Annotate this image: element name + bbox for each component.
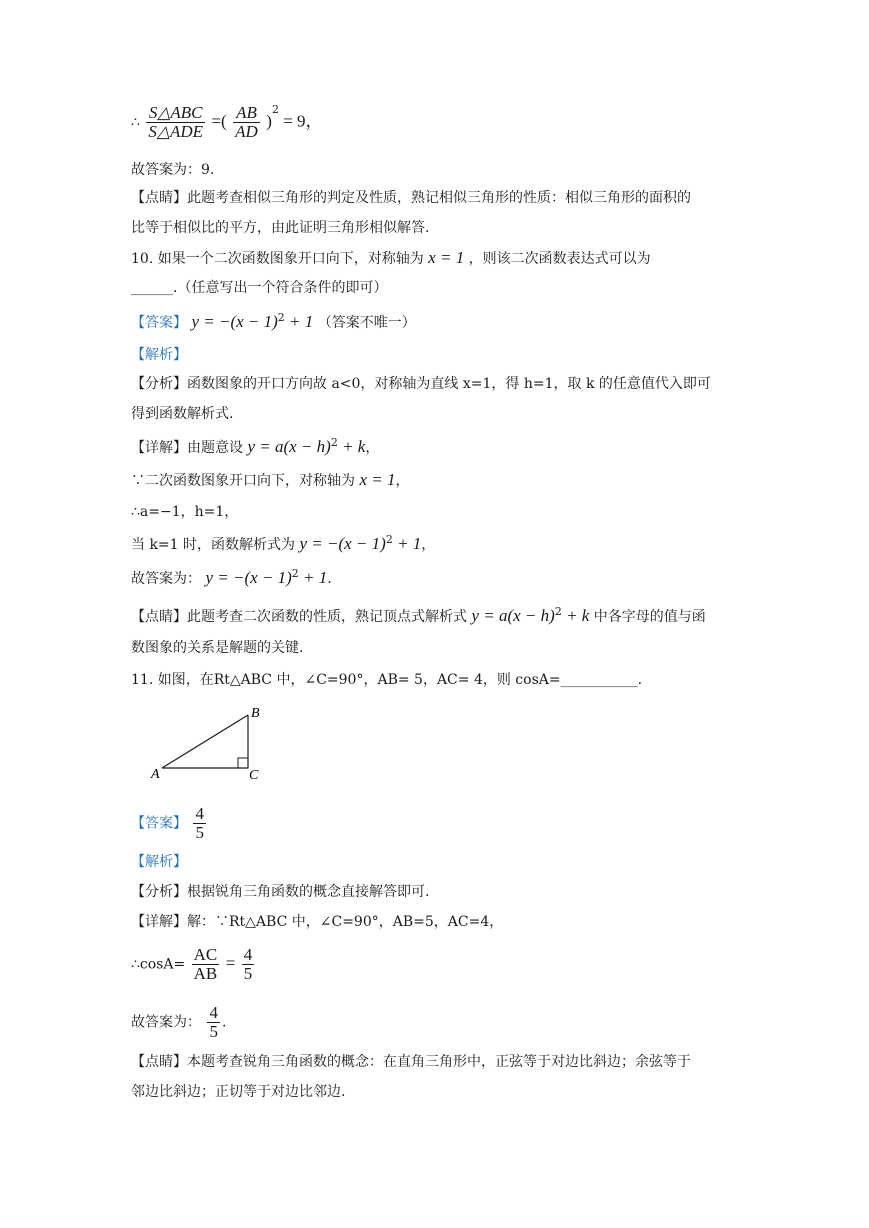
triangle-figure <box>145 700 275 785</box>
frac-num: AB <box>236 103 257 122</box>
math-expr: + k <box>337 437 366 456</box>
text: 故答案为： <box>131 1014 201 1031</box>
math-expr: y = −(x − 1) <box>205 568 292 587</box>
punct: . <box>327 571 332 587</box>
math-expr: y = −(x − 1) <box>299 534 386 553</box>
text-line: 数图象的关系是解题的关键. <box>131 640 304 656</box>
math-end: = 9， <box>278 111 323 131</box>
text: 故答案为： <box>131 571 201 587</box>
frac-num: S△ABC <box>148 103 203 122</box>
math-expr: x = 1 <box>359 470 396 489</box>
question-10 <box>131 248 651 269</box>
math-sup: 2 <box>277 311 285 324</box>
text-line <box>131 534 435 555</box>
frac-num: 4 <box>243 945 253 964</box>
answer-label: 【答案】 <box>131 815 187 832</box>
text-line <box>131 470 409 491</box>
fraction-ratio <box>233 104 260 141</box>
math-expr: + 1 <box>298 568 328 587</box>
label-c: C <box>249 768 259 783</box>
text-line <box>131 606 706 627</box>
frac-num: 4 <box>195 804 204 823</box>
math-expr: y = −(x − 1) <box>191 312 278 331</box>
fraction-value <box>242 946 255 983</box>
text-line: 【分析】函数图象的开口方向故 a<0，对称轴为直线 x=1，得 h=1，取 k 的任意值代入即可 <box>131 376 711 392</box>
math-eq: = <box>225 953 236 973</box>
math-eq: =( <box>211 111 227 131</box>
math-sup: 2 <box>385 533 393 546</box>
cos-line <box>131 946 256 983</box>
punct: ， <box>421 537 436 553</box>
text-line <box>131 1004 226 1041</box>
answer-line <box>131 805 208 842</box>
text-line: 得到函数解析式. <box>131 406 234 422</box>
analysis-label: 【解析】 <box>131 854 187 870</box>
text: 【点睛】此题考查二次函数的性质，熟记顶点式解析式 <box>131 609 467 625</box>
label-b: B <box>251 706 260 721</box>
text-line: 比等于相似比的平方，由此证明三角形相似解答. <box>131 220 430 236</box>
math-sup: 2 <box>330 436 338 449</box>
frac-num: 4 <box>209 1003 218 1022</box>
text-line: 故答案为：9. <box>131 162 215 178</box>
text-line <box>131 568 332 589</box>
fraction-ac-ab <box>192 946 220 983</box>
answer-line <box>131 312 416 333</box>
math-expr: y = a(x − h) <box>471 606 555 625</box>
detail-line <box>131 437 379 458</box>
fraction-area <box>146 104 205 141</box>
text-line: 【详解】解：∵Rt△ABC 中，∠C=90°，AB=5，AC=4， <box>131 914 504 930</box>
therefore-symbol: ∴ <box>131 114 140 131</box>
question-text-end: ，则该二次函数表达式可以为 <box>468 251 651 267</box>
math-expr: + k <box>561 606 590 625</box>
text: 当 k=1 时，函数解析式为 <box>131 537 296 553</box>
frac-den: 5 <box>243 964 253 983</box>
side-ab <box>162 715 248 768</box>
math-sup: 2 <box>291 567 299 580</box>
punct: ， <box>395 473 410 489</box>
right-angle-mark <box>238 758 248 768</box>
math-expr: y = a(x − h) <box>247 437 331 456</box>
punct: . <box>221 1014 227 1031</box>
frac-den: 5 <box>209 1022 218 1041</box>
line-area-ratio <box>131 104 323 141</box>
punct: ， <box>365 440 380 456</box>
text: ∴cosA= <box>131 956 186 973</box>
label-a: A <box>151 767 160 782</box>
text-line: 【点睛】此题考查相似三角形的判定及性质，熟记相似三角形的性质：相似三角形的面积的 <box>131 190 691 206</box>
text-line: 邻边比斜边；正切等于对边比邻边. <box>131 1084 346 1100</box>
math-sup: 2 <box>271 103 279 116</box>
frac-den: S△ADE <box>148 122 203 141</box>
text-line: 【分析】根据锐角三角函数的概念直接解答即可. <box>131 884 430 900</box>
math-sup: 2 <box>554 605 562 618</box>
frac-den: AD <box>235 122 258 141</box>
fraction-answer <box>193 805 206 842</box>
math-expr: x = 1 <box>428 248 465 267</box>
text: 中各字母的值与函 <box>593 609 706 625</box>
frac-den: 5 <box>195 823 204 842</box>
detail-text: 【详解】由题意设 <box>131 440 243 456</box>
math-expr: + 1 <box>284 312 314 331</box>
question-11: 11. 如图，在Rt△ABC 中，∠C=90°，AB= 5，AC= 4，则 cosA=___________. <box>131 672 643 688</box>
question-text: 10. 如果一个二次函数图象开口向下，对称轴为 <box>131 251 424 267</box>
frac-den: AB <box>193 964 218 983</box>
answer-label: 【答案】 <box>131 315 187 331</box>
math-expr: + 1 <box>392 534 422 553</box>
text-line: ∴a=−1，h=1， <box>131 504 239 520</box>
fraction-answer <box>207 1004 220 1041</box>
text-line: ______.（任意写出一个符合条件的即可） <box>131 280 388 296</box>
answer-note: （答案不唯一） <box>317 315 416 331</box>
frac-num: AC <box>193 945 218 964</box>
math-paren: ) <box>266 111 272 131</box>
text: ∵二次函数图象开口向下，对称轴为 <box>131 473 355 489</box>
analysis-label: 【解析】 <box>131 347 187 363</box>
text-line: 【点睛】本题考查锐角三角函数的概念：在直角三角形中，正弦等于对边比斜边；余弦等于 <box>131 1054 691 1070</box>
